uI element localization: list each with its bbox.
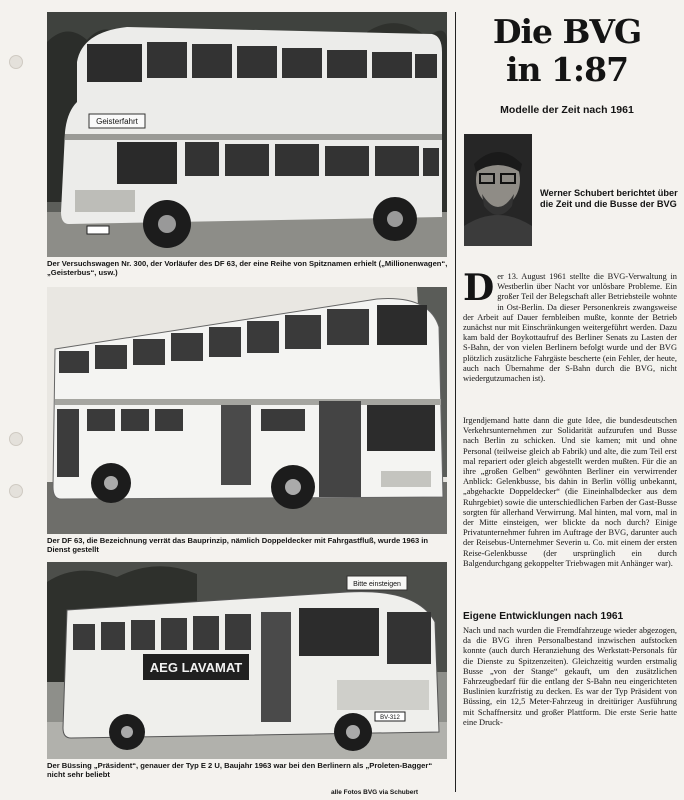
photo-credit: alle Fotos BVG via Schubert — [331, 789, 419, 796]
column-divider — [455, 12, 456, 792]
photo-versuchswagen — [47, 12, 447, 257]
article-paragraph-1 — [463, 267, 677, 384]
drop-cap: D — [463, 267, 495, 309]
headline-line-2: in 1:87 — [505, 50, 629, 89]
license-plate-text: BV-312 — [380, 715, 400, 721]
article-paragraph-2: Irgendjemand hatte dann die gute Idee, die bundesdeutschen Verkehrsunternehmen zur Solidarität aufzurufen und Busse nach Berlin zu schicken. Und sie kamen; mit und ohne Personal (teilweise gleich ab Fabrik) und alte, die zum Teil erst mal repariert oder gleich abgestellt werden mußten. Für die an ihre „großen Gelben“ gewöhnten Berliner ein verwirrender Anblick: Gelenkbusse, bis dahin in Berlin völlig unbekannt, „abgehackte Doppeldecker“ (die Eineinhalbdecker aus dem Ruhrgebiet) sowie die unterschiedlichen Farben der Gast-Busse sorgten für allerhand Verwirrung. Mal hinten, mal vorn, mal in der Mitte einsteigen, wer blickte da noch durch? Einige Privatunternehmer fuhren im Auftrage der BVG, darunter auch der Reisebus-Unternehmer Severin u. Co. mit einem der ersten Reise-Gelenkbusse (der ursprünglich ein durch Balgendurchgang gekoppelter Triebwagen mit Anhänger war). — [463, 416, 677, 568]
punch-hole — [9, 484, 23, 498]
paragraph-text: er 13. August 1961 stellte die BVG-Verwaltung in Westberlin über Nacht vor unlösbare Probleme. Ein großer Teil der Belegschaft aller Betriebsteile wohnte in Ost-Berlin. Da dieser Personenkreis zwangsweise der Arbeit auf Dauer fernbleiben mußte, konnte der Betrieb zunächst nur mit Einschränkungen weitergeführt werden. Dazu kam bald der Boykottaufruf des Berliner Senats zu Lasten der S-Bahn, der von vielen Berlinern befolgt wurde und der BVG plötzlich zusätzliche Fahrgäste bescherte (ein Fehler, der heute, auch nach Übernahme der S-Bahn durch die BVG, nicht wiedergutzumachen ist). — [463, 272, 677, 384]
photo-caption: Der Büssing „Präsident“, genauer der Typ E 2 U, Baujahr 1963 war bei den Berlinern als „Proleten-Bagger“ nicht sehr beliebt — [47, 761, 433, 779]
destination-sign-text: Bitte einsteigen — [353, 581, 401, 588]
author-portrait — [464, 134, 532, 246]
punch-hole — [9, 432, 23, 446]
punch-hole — [9, 55, 23, 69]
article-paragraph-3: Nach und nach wurden die Fremdfahrzeuge wieder abgezogen, da die BVG ihren Personalbestand inzwischen aufstocken konnte (auch durch Heranziehung des Werkstatt-Personals für die Dienste zu Spitzenzeiten). Gleichzeitig wurden erstmalig Busse „von der Stange“ gekauft, um den zusätzlichen Fahrzeugbedarf für die entlang der S-Bahn neu eingerichteten Buslinien kurzfristig zu decken. Es war der Typ Präsident von Büssing, ein 12,5 Meter-Fahrzeug in dreitüriger Ausführung mit Schaffnersitz und großer Plattform. Die erste Serie hatte eine Druck- — [463, 626, 677, 727]
author-byline: Werner Schubert berichtet über die Zeit und die Busse der BVG — [540, 188, 678, 209]
headline-line-1: Die BVG — [492, 12, 642, 51]
article-subtitle: Modelle der Zeit nach 1961 — [500, 104, 634, 116]
photo-df63 — [47, 287, 447, 534]
destination-sign-text: Geisterfahrt — [96, 117, 138, 126]
ad-board-text: AEG LAVAMAT — [149, 660, 243, 675]
photo-buessing-praesident — [47, 562, 447, 759]
section-heading: Eigene Entwicklungen nach 1961 — [463, 611, 624, 622]
photo-caption: Der DF 63, die Bezeichnung verrät das Bauprinzip, nämlich Doppeldecker mit Fahrgastfluß, wurde 1963 in Dienst gestellt — [47, 536, 429, 554]
photo-caption: Der Versuchswagen Nr. 300, der Vorläufer des DF 63, der eine Reihe von Spitznamen erhielt („Millionenwagen“, „Geisterbus“, usw.) — [47, 259, 448, 277]
